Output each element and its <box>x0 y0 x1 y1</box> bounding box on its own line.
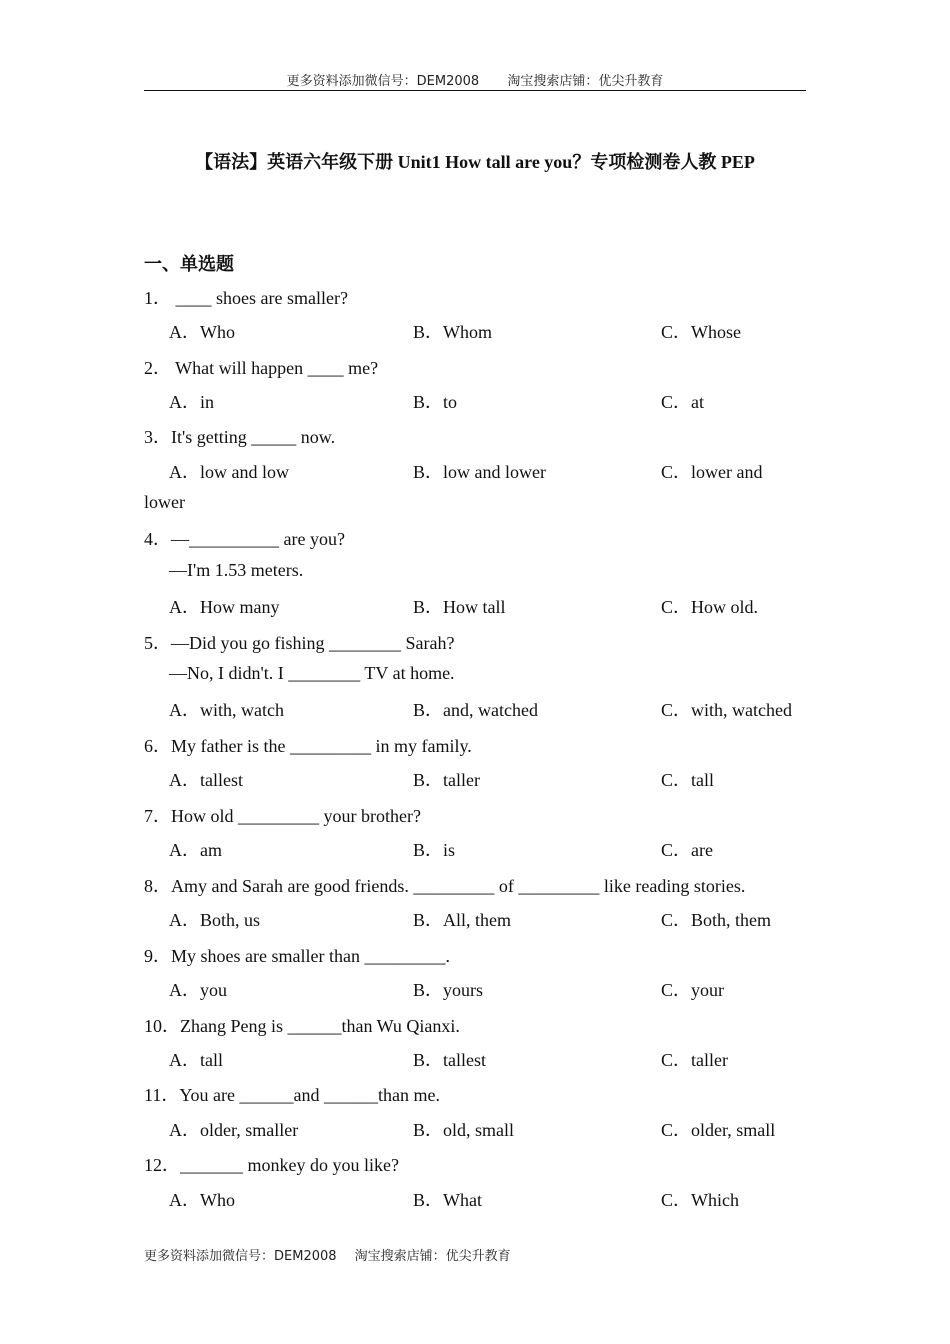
question-6-option-b: B．taller <box>413 770 480 790</box>
question-1-option-b: B．Whom <box>413 322 492 342</box>
question-7-option-c: C．are <box>661 840 713 860</box>
question-2-stem: 2． What will happen ____ me? <box>144 358 379 378</box>
question-5-option-a: A．with, watch <box>169 700 284 720</box>
question-6-stem: 6．My father is the _________ in my family. <box>144 736 472 756</box>
header-shop: 淘宝搜索店铺：优尖升教育 <box>507 74 664 89</box>
question-3-option-c: C．lower and <box>661 462 763 482</box>
question-9-option-c: C．your <box>661 980 724 1000</box>
question-8-option-c: C．Both, them <box>661 910 772 930</box>
question-3-option-c-continued: lower <box>144 492 185 512</box>
question-3-option-a: A．low and low <box>169 462 289 482</box>
footer-shop: 淘宝搜索店铺：优尖升教育 <box>354 1249 511 1264</box>
page-title: 【语法】英语六年级下册 Unit1 How tall are you？专项检测卷人教 PEP <box>195 152 755 172</box>
question-12-option-c: C．Which <box>661 1190 739 1210</box>
question-5-option-b: B．and, watched <box>413 700 538 720</box>
question-9-option-a: A．you <box>169 980 227 1000</box>
question-7-option-a: A．am <box>169 840 222 860</box>
footer-wechat: 更多资料添加微信号：DEM2008 <box>144 1249 337 1264</box>
header-wechat: 更多资料添加微信号：DEM2008 <box>286 74 480 89</box>
question-2-option-b: B．to <box>413 392 458 412</box>
question-12-option-b: B．What <box>413 1190 482 1210</box>
question-6-option-a: A．tallest <box>169 770 243 790</box>
question-8-option-a: A．Both, us <box>169 910 261 930</box>
question-1-option-a: A．Who <box>169 322 235 342</box>
question-10-option-b: B．tallest <box>413 1050 486 1070</box>
question-11-stem: 11．You are ______and ______than me. <box>144 1085 440 1105</box>
question-4-stem: 4．—__________ are you? <box>144 529 345 549</box>
question-4-option-c: C．How old. <box>661 597 759 617</box>
section-heading: 一、单选题 <box>144 254 234 275</box>
question-7-option-b: B．is <box>413 840 456 860</box>
question-4-line2: —I'm 1.53 meters. <box>169 560 304 580</box>
question-1-stem: 1． ____ shoes are smaller? <box>144 288 348 308</box>
question-1-option-c: C．Whose <box>661 322 741 342</box>
question-12-option-a: A．Who <box>169 1190 235 1210</box>
header-rule <box>144 90 806 91</box>
question-11-option-c: C．older, small <box>661 1120 776 1140</box>
question-2-option-c: C．at <box>661 392 704 412</box>
question-5-option-c: C．with, watched <box>661 700 792 720</box>
question-10-option-c: C．taller <box>661 1050 728 1070</box>
question-10-option-a: A．tall <box>169 1050 223 1070</box>
page-header <box>144 70 806 89</box>
question-6-option-c: C．tall <box>661 770 714 790</box>
question-7-stem: 7．How old _________ your brother? <box>144 806 421 826</box>
question-8-option-b: B．All, them <box>413 910 511 930</box>
question-4-option-b: B．How tall <box>413 597 506 617</box>
question-2-option-a: A．in <box>169 392 214 412</box>
question-10-stem: 10．Zhang Peng is ______than Wu Qianxi. <box>144 1016 460 1036</box>
question-11-option-b: B．old, small <box>413 1120 515 1140</box>
question-9-stem: 9．My shoes are smaller than _________. <box>144 946 450 966</box>
question-3-option-b: B．low and lower <box>413 462 546 482</box>
page-footer <box>144 1245 511 1264</box>
question-11-option-a: A．older, smaller <box>169 1120 299 1140</box>
question-5-stem: 5．—Did you go fishing ________ Sarah? <box>144 633 455 653</box>
question-5-line2: —No, I didn't. I ________ TV at home. <box>169 663 455 683</box>
question-12-stem: 12．_______ monkey do you like? <box>144 1155 399 1175</box>
question-8-stem: 8．Amy and Sarah are good friends. _________ of _________ like reading stories. <box>144 876 746 896</box>
question-9-option-b: B．yours <box>413 980 484 1000</box>
question-4-option-a: A．How many <box>169 597 280 617</box>
question-3-stem: 3．It's getting _____ now. <box>144 427 336 447</box>
